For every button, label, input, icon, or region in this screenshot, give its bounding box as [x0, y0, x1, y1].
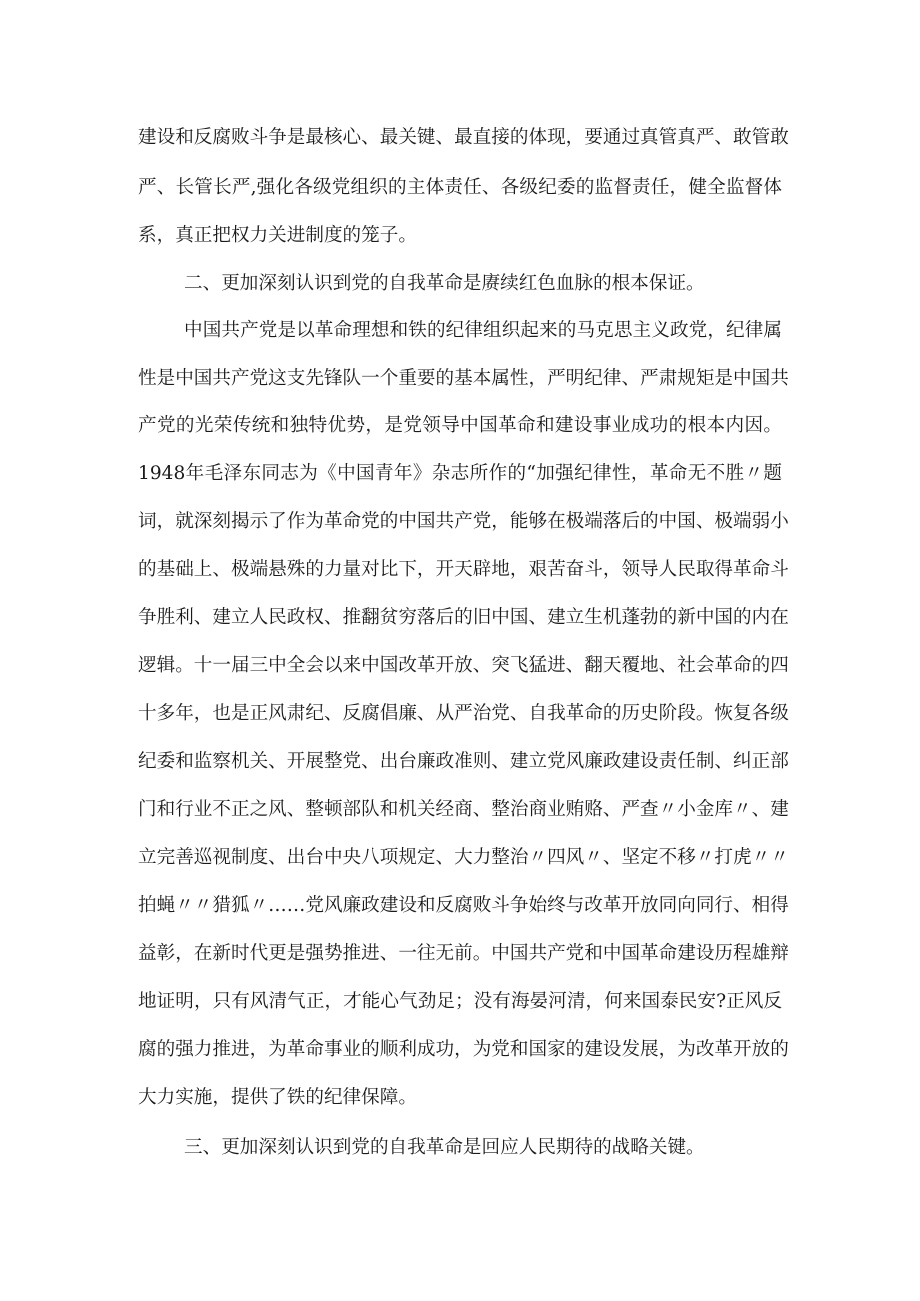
body-text-line: 地证明，只有风清气正，才能心气劲足；没有海晏河清，何来国泰民安?正风反	[138, 991, 782, 1012]
body-text-line: 争胜利、建立人民政权、推翻贫穷落后的旧中国、建立生机蓬勃的新中国的内在	[138, 607, 789, 628]
section-heading-3: 三、更加深刻认识到党的自我革命是回应人民期待的战略关键。	[184, 1137, 705, 1158]
body-text-line: 拍蝇〃〃猎狐〃……党风廉政建设和反腐败斗争始终与改革开放同向同行、相得	[138, 895, 789, 916]
body-text-line: 门和行业不正之风、整顿部队和机关经商、整治商业贿赂、严查〃小金库〃、建	[138, 799, 789, 820]
body-text-line: 纪委和监察机关、开展整党、出台廉政准则、建立党风廉政建设责任制、纠正部	[138, 751, 789, 772]
body-text-line: 建设和反腐败斗争是最核心、最关键、最直接的体现，要通过真管真严、敢管敢	[138, 127, 789, 148]
body-text-line: 性是中国共产党这支先锋队一个重要的基本属性，严明纪律、严肃规矩是中国共	[138, 368, 789, 389]
body-text-line: 产党的光荣传统和独特优势，是党领导中国革命和建设事业成功的根本内因。	[138, 415, 782, 436]
body-text-line: 益彰，在新时代更是强势推进、一往无前。中国共产党和中国革命建设历程雄辩	[138, 943, 789, 964]
body-text-line: 大力实施，提供了铁的纪律保障。	[138, 1087, 417, 1108]
body-text-line: 系，真正把权力关进制度的笼子。	[138, 225, 417, 246]
section-heading-2: 二、更加深刻认识到党的自我革命是赓续红色血脉的根本保证。	[184, 273, 705, 294]
body-text-line: 严、长管长严,强化各级党组织的主体责任、各级纪委的监督责任，健全监督体	[138, 177, 782, 198]
body-text-line: 词，就深刻揭示了作为革命党的中国共产党，能够在极端落后的中国、极端弱小	[138, 511, 789, 532]
body-text-line: 1948年毛泽东同志为《中国青年》杂志所作的“加强纪律性，革命无不胜〃题	[138, 463, 782, 484]
body-text-line: 立完善巡视制度、出台中央八项规定、大力整治〃四风〃、坚定不移〃打虎〃〃	[138, 847, 789, 868]
body-text-line: 逻辑。十一届三中全会以来中国改革开放、突飞猛进、翻天覆地、社会革命的四	[138, 655, 789, 676]
body-text-line: 的基础上、极端悬殊的力量对比下，开天辟地，艰苦奋斗，领导人民取得革命斗	[138, 559, 789, 580]
body-text-line: 腐的强力推进，为革命事业的顺利成功，为党和国家的建设发展，为改革开放的	[138, 1039, 789, 1060]
body-text-line: 中国共产党是以革命理想和铁的纪律组织起来的马克思主义政党，纪律属	[184, 320, 782, 341]
body-text-line: 十多年，也是正风肃纪、反腐倡廉、从严治党、自我革命的历史阶段。恢复各级	[138, 703, 789, 724]
